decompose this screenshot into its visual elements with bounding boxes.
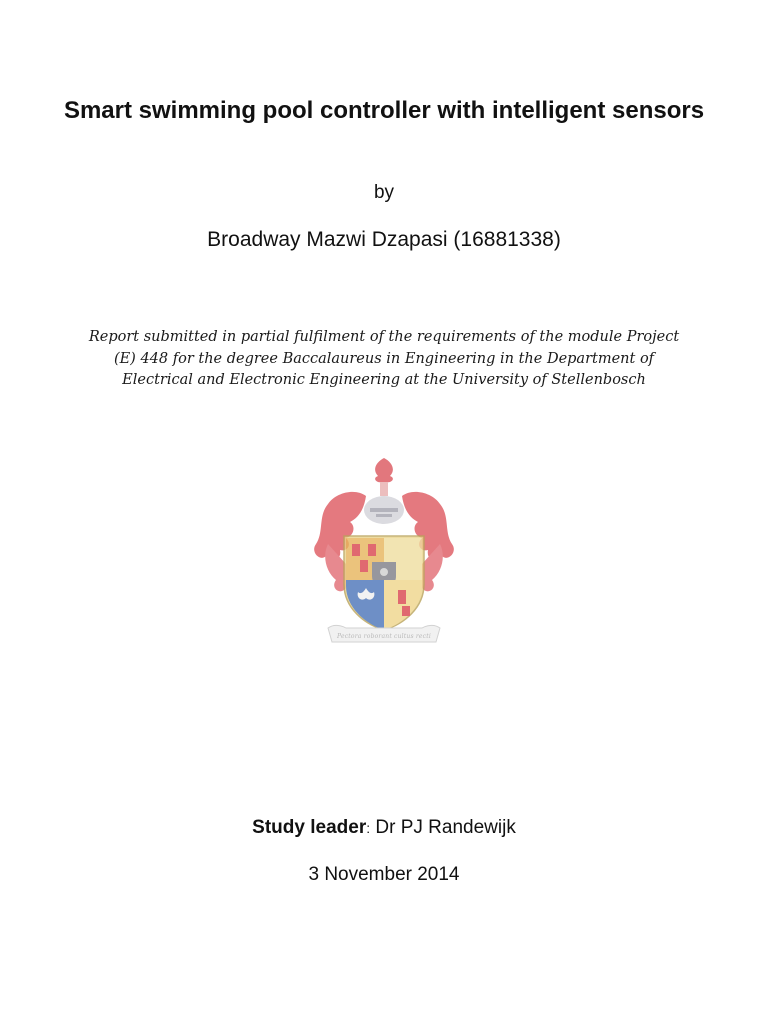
report-statement: Report submitted in partial fulfilment of the requirements of the module Project (E) 448 for the degree Baccalaureus in Engineering in the Department of Electrical and Electronic Engineering at the University of Stellenbosch: [88, 329, 680, 388]
by-line: by: [373, 182, 395, 203]
study-leader-colon: :: [366, 820, 371, 836]
author-name: Broadway Mazwi Dzapasi (16881338): [207, 228, 561, 251]
document-title: Smart swimming pool controller with intelligent sensors: [63, 97, 705, 124]
crest-motto: Pectora roborant cultus recti: [337, 633, 431, 640]
study-leader-name: Dr PJ Randewijk: [375, 817, 516, 838]
study-leader-label: Study leader: [252, 817, 367, 838]
submission-date: 3 November 2014: [308, 864, 460, 885]
study-leader-line: [0, 817, 768, 839]
university-crest-icon: [306, 452, 462, 652]
